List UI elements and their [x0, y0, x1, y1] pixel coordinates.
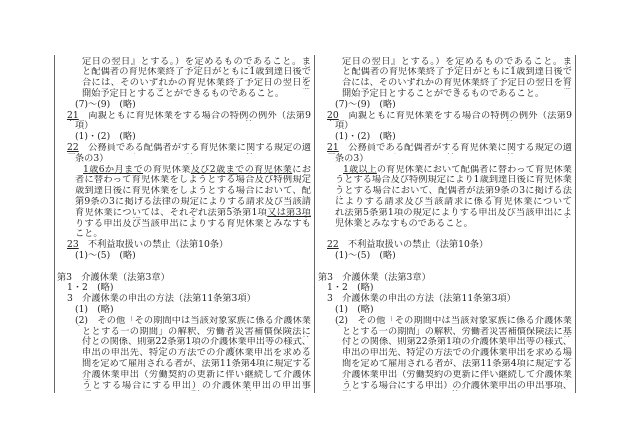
text-line [75, 100, 136, 111]
amended-text: 1歳6か月まで [83, 164, 144, 175]
table-border-right [575, 55, 576, 393]
text-line [342, 348, 572, 359]
text-line [335, 175, 572, 186]
text-segment: 第3 介護休業（法第3章） [318, 271, 431, 283]
text-segment: 開始予定日とすることができるものであること。 [82, 87, 285, 99]
text-segment: 付との関係、則第22条第1項の介護休業申出等の様式、 [342, 337, 572, 348]
amended-text: 22 [327, 239, 339, 251]
text-line [82, 348, 311, 359]
text-line [75, 175, 311, 186]
text-segment: りする申出及び当該申出によりする育児休業とみなすも [75, 218, 311, 229]
amended-text: 1歳以上 [343, 164, 377, 175]
text-segment: によりする請求及び当該請求に係る育児休業について [335, 196, 572, 207]
text-segment: うとする場合にする申出）の介護休業申出の申出事 [82, 380, 311, 391]
text-segment: (7)～(9) (略) [75, 98, 136, 110]
text-line [335, 316, 572, 327]
table-border-left [54, 55, 55, 393]
text-line [342, 381, 572, 392]
text-line [82, 381, 311, 392]
text-segment: 不利益取扱いの禁止（法第10条） [78, 239, 229, 251]
text-segment: 者に替わって育児休業をしようとする場合及び特例規定 [75, 175, 311, 186]
text-line [335, 251, 396, 262]
text-line [342, 327, 572, 338]
text-segment: こと。 [75, 228, 103, 240]
text-segment: 項） [335, 120, 354, 132]
text-segment: 項） [75, 120, 94, 132]
text-segment: 開始予定日とすることができるものであること。 [342, 87, 545, 99]
text-segment: 3 介護休業の申出の方法（法第11条第3項） [327, 293, 516, 305]
text-segment: (1)・(2) (略) [335, 131, 396, 143]
text-line [335, 305, 374, 316]
text-segment: うとする場合にする申出）の介護休業申出の申出事項、 [342, 380, 572, 391]
amended-text: 21 [67, 110, 79, 121]
text-segment: 条の3） [335, 152, 369, 164]
text-line [82, 359, 311, 370]
text-segment: 合には、そのいずれかの育児休業終了予定日の翌日を育 [342, 78, 572, 89]
text-segment: うとする場合及び特例規定により1歳到達日後に育児休業 [335, 175, 572, 186]
text-segment: 1・2 (略) [327, 282, 374, 294]
text-segment: 両親ともに育児休業をする場合の特例の例外（法第9 [348, 110, 572, 121]
text-line [343, 165, 572, 176]
text-segment: 児休業とみなすものであること。 [335, 217, 473, 229]
text-segment: 申出の申出先、特定の方法での介護休業申出を求める場 [342, 348, 572, 359]
table-border-middle [314, 55, 315, 393]
text-segment: (1) (略) [335, 303, 374, 315]
amended-text: 又は第3項 [267, 207, 311, 218]
text-segment: 第3 介護休業（法第3章） [57, 271, 170, 283]
text-segment: (1) (略) [75, 303, 114, 315]
text-segment: 介護休業申出（労働契約の更新に伴い継続して介護休 [82, 369, 311, 380]
text-segment: 公務員である配偶者がする育児休業に関する規定の適 [88, 142, 311, 153]
text-segment: の育児休業 [143, 164, 191, 175]
text-line [82, 57, 311, 68]
text-line [82, 327, 311, 338]
amended-text: 23 [67, 239, 79, 251]
text-segment: と配偶者の育児休業終了予定日がともに1歳到達日後で [82, 67, 311, 78]
text-segment: にお [292, 164, 311, 175]
text-segment: (1)・(2) (略) [75, 131, 136, 143]
text-line [82, 337, 311, 348]
text-segment: ととする一の期間」の解釈、労働者災害補償保険法に基 [342, 326, 572, 337]
text-segment: (1)～(5) (略) [335, 249, 396, 261]
text-segment: と配偶者の育児休業終了予定日がともに1歳到達日後で [342, 67, 572, 78]
text-segment: の育児休業において配偶者に替わって育児休業 [376, 164, 572, 175]
text-segment: 合には、そのいずれかの育児休業終了予定日の翌日を [82, 78, 311, 89]
text-line [75, 197, 311, 208]
text-segment: 間を定めて雇用される者が、法第11条第4項に規定する [82, 358, 311, 369]
text-segment: (7)～(9) (略) [335, 98, 396, 110]
text-segment: 定日の翌日』とする。）を定めるものであること。ま [342, 56, 572, 67]
text-line [327, 111, 572, 122]
text-segment: 条の3） [75, 152, 109, 164]
text-segment: れ法第5条第1項の規定によりする申出及び当該申出によ [335, 207, 572, 218]
text-line [75, 251, 136, 262]
text-segment: (1)～(5) (略) [75, 249, 136, 261]
text-line [342, 359, 572, 370]
text-line [335, 132, 396, 143]
text-line [342, 67, 572, 78]
text-line [83, 165, 311, 176]
text-segment: 定日の翌日』とする。）を定めるものであること。ま [82, 56, 311, 67]
text-segment: うとする場合において、配偶者が法第9条の3に掲げる法 [335, 186, 572, 197]
text-segment: 3 介護休業の申出の方法（法第11条第3項） [67, 293, 256, 305]
text-line [335, 219, 473, 230]
text-segment: 間を定めて雇用される者が、法第11条第4項に規定する [342, 358, 572, 369]
text-segment: 第9条の3に掲げる法律の規定によりする請求及び当該請 [75, 196, 311, 207]
text-line [75, 219, 311, 230]
text-line [75, 305, 114, 316]
text-line [335, 197, 572, 208]
text-segment: 介護休業申出（労働契約の更新に伴い継続して介護休業 [342, 369, 572, 380]
text-line [342, 337, 572, 348]
text-line [82, 370, 311, 381]
amended-text: 22 [67, 142, 79, 153]
text-segment: 1・2 (略) [67, 282, 114, 294]
amended-text: 及び2歳までの育児休業 [190, 164, 293, 175]
text-line [67, 111, 311, 122]
text-line [335, 154, 368, 165]
amended-text: 20 [327, 110, 339, 121]
text-segment: 育児休業については、それぞれ法第5条第1項 [75, 207, 268, 218]
text-line [335, 100, 396, 111]
text-segment: 付との関係、則第22条第1項の介護休業申出等の様式、 [82, 337, 311, 348]
text-line [75, 208, 311, 219]
text-line [75, 186, 311, 197]
text-segment: 両親ともに育児休業をする場合の特例の例外（法第9 [88, 110, 311, 121]
text-segment: 不利益取扱いの禁止（法第10条） [338, 239, 489, 251]
text-line [82, 67, 311, 78]
text-line [75, 154, 108, 165]
text-segment: ととする一の期間」の解釈、労働者災害補償保険法に [82, 326, 311, 337]
text-segment: (2) その他「その期間中は当該対象家族に係る介護休業 [75, 315, 311, 326]
text-line [75, 132, 136, 143]
text-line [75, 316, 311, 327]
text-segment: 歳到達日後に育児休業をしようとする場合において、配 [75, 186, 311, 197]
amended-text: 21 [327, 142, 339, 153]
text-segment: 公務員である配偶者がする育児休業に関する規定の適 [348, 142, 572, 153]
text-segment: (2) その他「その期間中は当該対象家族に係る介護休業 [335, 315, 572, 326]
text-line [335, 186, 572, 197]
text-line [342, 57, 572, 68]
text-line [342, 370, 572, 381]
text-segment: 申出の申出先、特定の方法での介護休業申出を求める [82, 348, 311, 359]
